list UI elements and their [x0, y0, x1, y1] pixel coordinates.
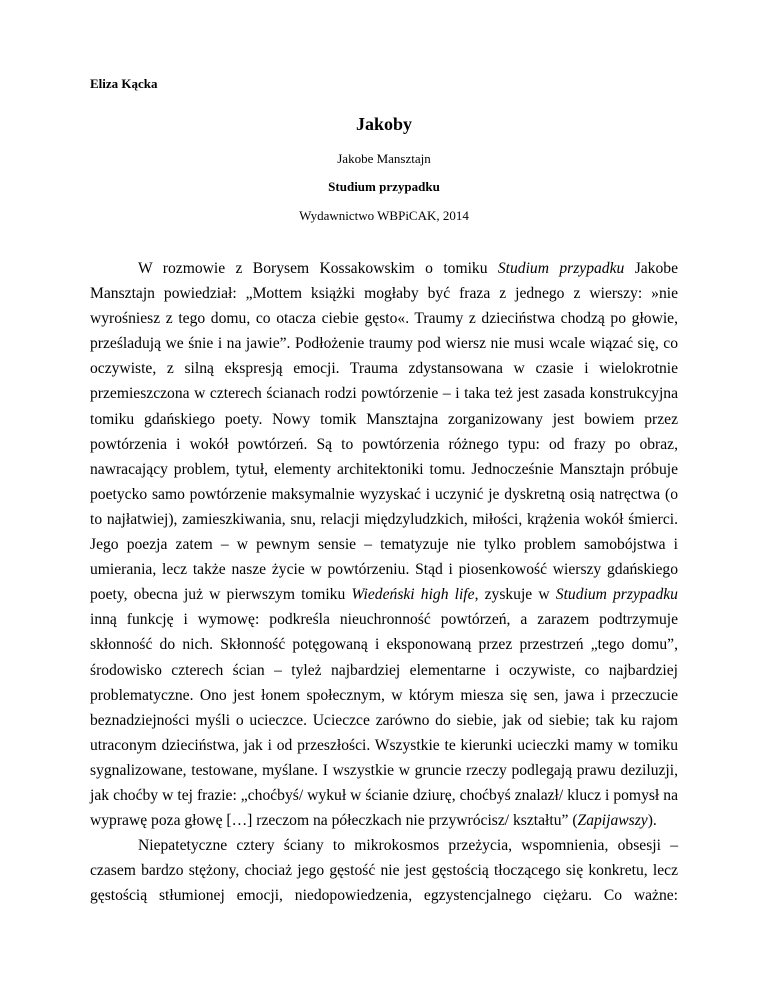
book-publisher: Wydawnictwo WBPiCAK, 2014	[299, 208, 469, 223]
text-line: powtórzenia i wokół powtórzeń. Są to powtórzenia różnego typu: od frazy po obraz,	[90, 435, 678, 453]
article-author: Eliza Kącka	[90, 76, 158, 91]
text-line: środowisko czterech ścian – tyleż najbardziej elementarne i oczywiste, co najbardziej	[90, 661, 678, 679]
text-line: nawracający problem, tytuł, elementy architektoniki tomu. Jednocześnie Mansztajn próbuje	[90, 460, 678, 478]
book-title: Studium przypadku	[328, 179, 440, 194]
text-line: poetycko samo powtórzenie maksymalnie wyzyskać i uczynić je dyskretną osią natręctwa (o	[90, 485, 678, 503]
text-line: wyrośniesz z tego domu, co otacza ciebie gęsto«. Traumy z dzieciństwa chodzą po głowie,	[90, 310, 678, 328]
text-line: czasem bardzo stężony, chociaż jego gęstość nie jest gęstością tłoczącego się konkretu, lecz	[90, 862, 678, 880]
text-line: problematyczne. Ono jest łonem społecznym, w którym miesza się sen, jawa i przeczucie	[90, 686, 678, 704]
article-title: Jakoby	[355, 114, 413, 134]
paragraph-2	[90, 833, 678, 908]
text-line: gęstością stłumionej emocji, niedopowiedzenia, egzystencjalnego ciężaru. Co ważne:	[90, 887, 678, 905]
article-body	[90, 256, 678, 908]
text-line: W rozmowie z Borysem Kossakowskim o tomiku Studium przypadku Jakobe	[138, 260, 678, 277]
text-line: jak choćby w tej frazie: „choćbyś/ wykuł w ścianie dziurę, choćbyś znalazł/ klucz i pomysł na	[90, 786, 678, 804]
text-line: beznadziejności myśli o ucieczce. Ucieczce zarówno do siebie, jak od siebie; tak ku rajom	[90, 711, 678, 729]
text-line: wyprawę poza głowę […] rzeczom na półeczkach nie przywrócisz/ kształtu” (Zapijawszy).	[90, 812, 657, 830]
text-line: Jego poezja zatem – w pewnym sensie – tematyzuje nie tylko problem samobójstwa i	[90, 536, 678, 554]
text-line: oczywiste, z silną ekspresją emocji. Trauma zdystansowana w czasie i wielokrotnie	[90, 360, 678, 378]
text-line: Niepatetyczne cztery ściany to mikrokosmos przeżycia, wspomnienia, obsesji –	[138, 837, 678, 855]
text-line: tomiku gdańskiego poety. Nowy tomik Mansztajna zorganizowany jest bowiem przez	[90, 410, 678, 428]
text-line: poety, obecna już w pierwszym tomiku Wiedeński high life, zyskuje w Studium przypadku	[90, 586, 678, 604]
book-author: Jakobe Mansztajn	[337, 151, 431, 166]
text-line: przemieszczona w czterech ścianach rodzi powtórzenie – i taka też jest zasada konstrukcyjna	[90, 385, 678, 403]
text-line: to najłatwiej), zamieszkiwania, snu, relacji międzyludzkich, miłości, krążenia wokół śmierci.	[90, 510, 678, 528]
text-line: umierania, lecz także nasze życie w powtórzeniu. Stąd i piosenkowość wierszy gdańskiego	[90, 561, 678, 579]
paragraph-1	[90, 256, 678, 833]
text-line: inną funkcję i wymowę: podkreśla nieuchronność powtórzeń, a zarazem podtrzymuje	[90, 611, 678, 629]
text-line: utraconym dzieciństwa, jak i od przeszłości. Wszystkie te kierunki ucieczki mamy w tomiku	[90, 736, 678, 754]
text-line: sygnalizowane, testowane, myślane. I wszystkie w gruncie rzeczy podlegają prawu deziluzji,	[90, 761, 678, 779]
text-line: Mansztajn powiedział: „Mottem książki mogłaby być fraza z jednego z wierszy: »nie	[90, 285, 678, 303]
text-line: prześladują we śnie i na jawie”. Podłożenie traumy pod wiersz nie musi wcale wiązać się, co	[90, 335, 678, 353]
text-line: skłonność do nich. Skłonność potęgowaną i eksponowaną przez przestrzeń „tego domu”,	[90, 636, 678, 654]
